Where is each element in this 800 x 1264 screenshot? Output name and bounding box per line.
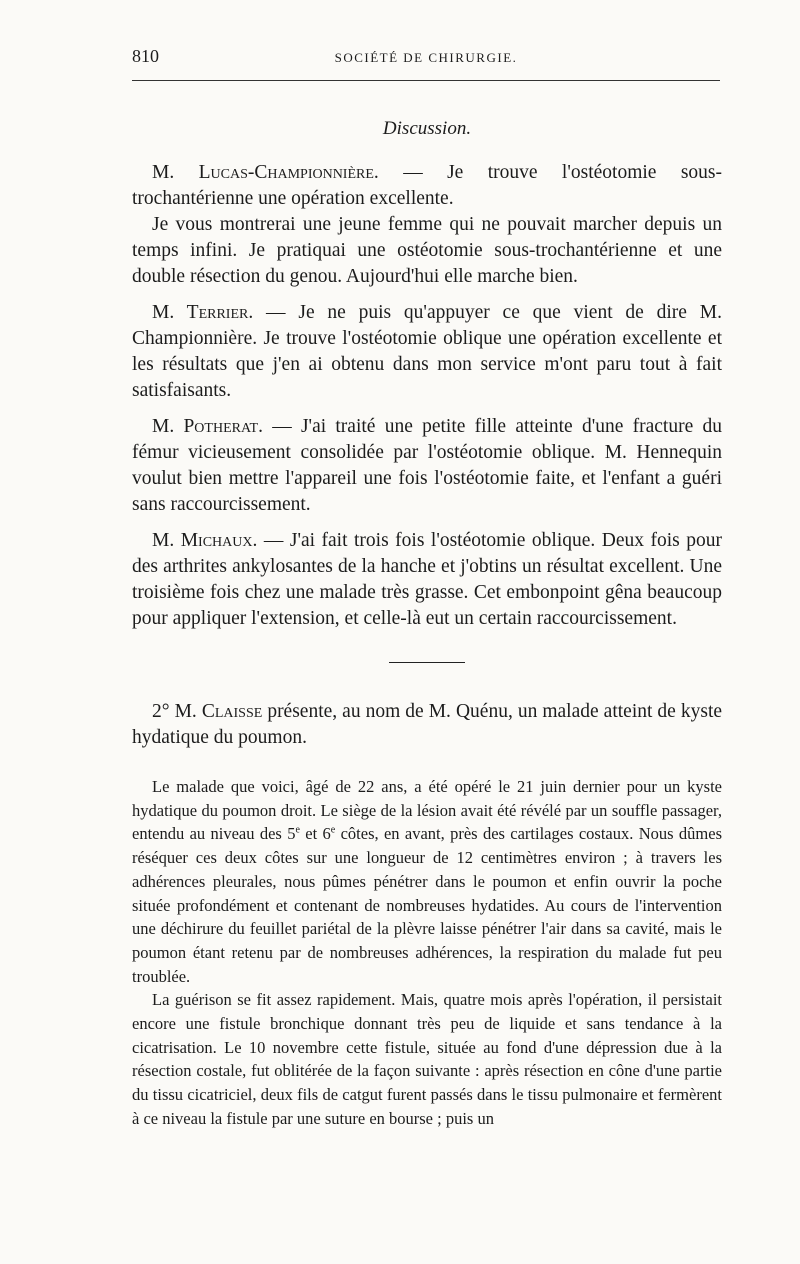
superscript: e [295, 824, 300, 836]
presentation-text: présente, au nom de M. Quénu, un malade atteint de kyste hydatique du poumon. [132, 701, 723, 748]
report-paragraph [132, 775, 722, 988]
discussion-entry [132, 414, 722, 518]
section-title: Discussion. [382, 118, 472, 139]
speaker-name: M. Michaux. [152, 530, 258, 551]
page-content [132, 118, 722, 1131]
entry-text: — Je trouve l'ostéotomie sous-trochantérienne une opération excellente. [132, 162, 722, 209]
entry-text: — Je ne puis qu'appuyer ce que vient de dire M. Championnière. Je trouve l'ostéotomie oblique une opération excellente et les résultats que j'en ai obtenu dans mon service m'ont paru tout à fait satisfaisants. [132, 302, 722, 401]
page-header [132, 46, 720, 74]
entry-text: Je vous montrerai une jeune femme qui ne pouvait marcher depuis un temps infini. Je pratiquai une ostéotomie sous-trochantérienne et une double résection du genou. Aujourd'hui elle marche bien. [132, 214, 722, 287]
superscript: e [330, 824, 336, 836]
presentation-heading [132, 699, 722, 751]
speaker-name: M. Lucas-Championnière. [152, 162, 379, 183]
report-text: La guérison se fit assez rapidement. Mais, quatre mois après l'opération, il persistait encore une fistule bronchique donnant très peu de liquide et sans tendance à la cicatrisation. Le 10 novembre cette fistule, située au fond d'une dépression due à la résection costale, fut oblitérée de la façon suivante : après résection en cône d'une partie du tissu cicatriciel, deux fils de catgut furent passés dans le tissu pulmonaire et fermèrent à ce niveau la fistule par une suture en bourse ; puis un [132, 990, 722, 1128]
entry-text: — J'ai traité une petite fille atteinte d'une fracture du fémur vicieusement consolidée par l'ostéotomie oblique. M. Hennequin voulut bien mettre l'appareil une fois l'ostéotomie faite, et l'enfant a guéri sans raccourcissement. [132, 416, 722, 515]
header-rule [132, 80, 720, 81]
report-text: et 6 [299, 824, 331, 844]
page-number: 810 [132, 46, 159, 66]
speaker-name: M. Potherat. [152, 416, 263, 437]
report-text: côtes, en avant, près des cartilages costaux. Nous dûmes réséquer ces deux côtes sur une longueur de 12 centimètres environ ; à travers les adhérences pleurales, nous pûmes pénétrer dans le poumon et enfin ouvrir la poche située profondément et contenant de nombreuses hydatides. Au cours de l'intervention une déchirure du feuillet pariétal de la plèvre laisse pénétrer l'air dans sa cavité, mais le poumon étant retenu par de nombreuses adhérences, la respiration du malade fut peu troublée. [132, 824, 722, 986]
report-text: Le malade que voici, âgé de 22 ans, a été opéré le 21 juin dernier pour un kyste hydatique du poumon droit. Le siège de la lésion avait été révélé par un souffle passager, entendu au niveau des 5 [132, 777, 722, 844]
discussion-entry [132, 160, 722, 212]
discussion-entry [132, 528, 722, 632]
discussion-entry [132, 300, 722, 404]
presentation-number: 2° [152, 701, 170, 722]
speaker-name: M. Terrier. [152, 302, 254, 323]
presenter-name: M. Claisse [174, 701, 263, 722]
discussion-entry [132, 212, 722, 290]
section-separator [389, 662, 465, 663]
running-head: SOCIÉTÉ DE CHIRURGIE. [334, 50, 518, 65]
report-paragraph [132, 988, 722, 1130]
entry-text: — J'ai fait trois fois l'ostéotomie oblique. Deux fois pour des arthrites ankylosantes de la hanche et j'obtins un résultat excellent. Une troisième fois chez une malade très grasse. Cet embonpoint gêna beaucoup pour appliquer l'extension, et celle-là eut un certain raccourcissement. [132, 530, 722, 629]
